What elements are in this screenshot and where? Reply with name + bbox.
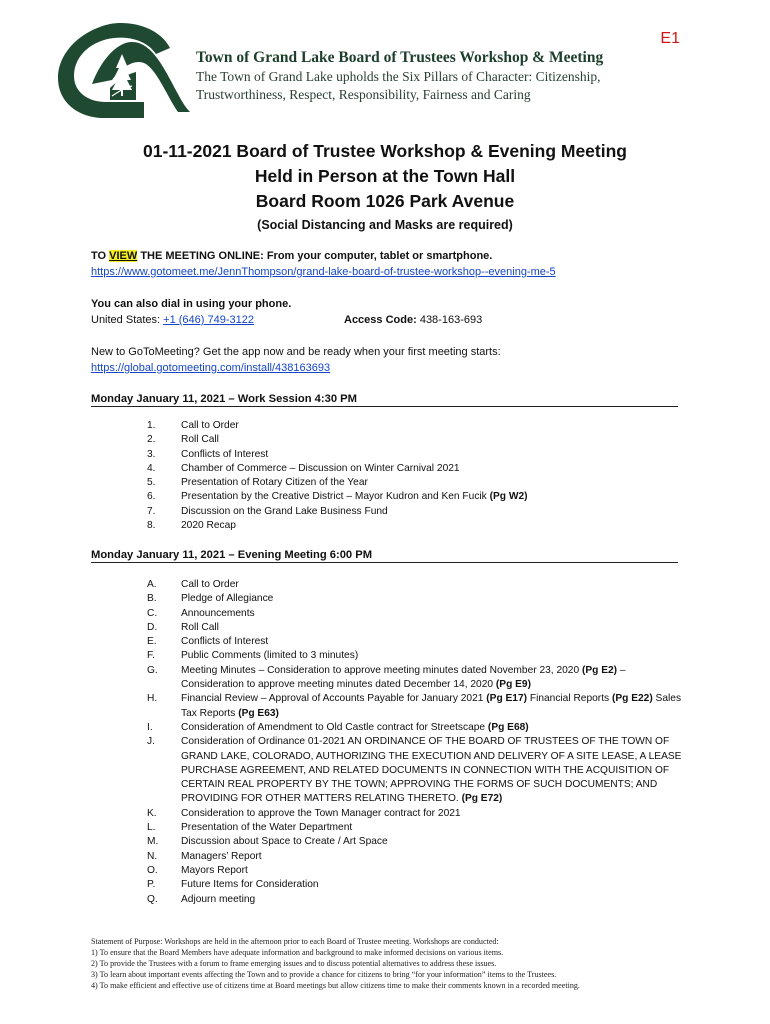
list-item (147, 835, 687, 849)
app-text: New to GoToMeeting? Get the app now and be ready when your first meeting starts: (91, 346, 501, 358)
online-section (91, 248, 681, 280)
item-text: Conflicts of Interest (181, 636, 269, 648)
item-letter: P. (147, 879, 156, 891)
header-subtitle: The Town of Grand Lake upholds the Six Pillars of Character: Citizenship, Trustworthiness, Respect, Responsibility, Fairness and Caring (196, 69, 601, 102)
item-letter: C. (147, 607, 158, 619)
item-text: Mayors Report (181, 864, 248, 876)
item-letter: G. (147, 664, 158, 676)
list-item (147, 850, 687, 864)
item-number: 7. (147, 505, 156, 517)
item-text: Pledge of Allegiance (181, 593, 274, 605)
item-text: Roll Call (181, 434, 219, 446)
list-item (147, 476, 687, 490)
item-text: Presentation of the Water Department (181, 822, 353, 834)
item-text: Public Comments (limited to 3 minutes) (181, 650, 359, 662)
online-rest: THE MEETING ONLINE: From your computer, tablet or smartphone. (137, 250, 493, 262)
page-ref: (Pg E22) (611, 693, 653, 705)
list-item (147, 578, 687, 592)
item-letter: F. (147, 650, 155, 662)
header-title: Town of Grand Lake Board of Trustees Workshop & Meeting (196, 49, 604, 66)
item-text (181, 490, 687, 504)
item-text (181, 721, 687, 735)
list-item (147, 433, 687, 447)
workshop-heading: Monday January 11, 2021 – Work Session 4:30 PM (91, 392, 678, 407)
item-number: 2. (147, 434, 156, 446)
page-ref: (Pg E63) (238, 707, 279, 719)
dial-section (91, 296, 681, 328)
item-text: Call to Order (181, 579, 239, 590)
country-label: United States: (91, 314, 164, 326)
item-text-part: Consideration of Amendment to Old Castle contract for Streetscape (181, 721, 488, 733)
phone-line (91, 312, 344, 328)
dial-heading: You can also dial in using your phone. (91, 298, 292, 310)
item-text: 2020 Recap (181, 520, 236, 532)
item-text: Adjourn meeting (181, 893, 256, 905)
item-text-part: Financial Review – Approval of Accounts Payable for January 2021 (181, 693, 487, 705)
item-text-part: Sales Tax Reports (181, 693, 682, 719)
list-item (147, 878, 687, 892)
online-heading (91, 248, 681, 264)
list-item (147, 448, 687, 462)
item-letter: D. (147, 621, 158, 633)
list-item (147, 864, 687, 878)
item-text: Announcements (181, 607, 255, 619)
item-text-part: Consideration of Ordinance 01-2021 AN ORDINANCE OF THE BOARD OF TRUSTEES OF THE TOWN OF GRAND LAKE, COLORADO, AUTHORIZING THE EXECUTION AND DELIVERY OF A SITE LEASE, A LEASE PURCHASE AGREEMENT, AND RELATED DOCUMENTS IN CONNECTION WITH THE ACQUISITION OF CERTAIN REAL PROPERTY BY THE TOWN; APPROVING THE FORMS OF SUCH DOCUMENTS; AND PROVIDING FOR OTHER MATTERS RELATING THERETO. (181, 736, 682, 805)
item-text: Chamber of Commerce – Discussion on Winter Carnival 2021 (181, 462, 460, 474)
title-line-2: Held in Person at the Town Hall (254, 166, 516, 186)
access-code-label: Access Code: (344, 314, 417, 326)
item-number: 8. (147, 520, 156, 532)
item-text: Presentation of Rotary Citizen of the Year (181, 477, 368, 489)
item-letter: I. (147, 721, 153, 733)
list-item (147, 807, 687, 821)
item-text-main: Presentation by the Creative District – Mayor Kudron and Ken Fucik (181, 491, 490, 503)
list-item (147, 735, 687, 806)
list-item (147, 721, 687, 735)
page-ref: (Pg E2) (581, 664, 618, 676)
item-text: Managers’ Report (181, 850, 262, 862)
item-text: Roll Call (181, 621, 219, 633)
footer-point-3: 3) To learn about important events affecting the Town and to provide a chance for citizens to bring “for your information” items to the Trustees. (91, 970, 557, 980)
item-text: Discussion about Space to Create / Art Space (181, 836, 388, 848)
access-code-value: 438-163-693 (416, 314, 483, 326)
page-ref: (Pg E68) (487, 721, 529, 733)
item-text: Call to Order (181, 420, 239, 431)
online-to: TO (91, 250, 110, 262)
meeting-link[interactable]: https://www.gotomeet.me/JennThompson/grand-lake-board-of-trustee-workshop--evening-me-5 (91, 266, 556, 278)
item-number: 1. (147, 420, 156, 431)
item-text: Consideration to approve the Town Manager contract for 2021 (181, 807, 461, 819)
list-item (147, 649, 687, 663)
page-ref: (Pg E17) (486, 693, 528, 705)
title-line-3: Board Room 1026 Park Avenue (255, 191, 515, 211)
title-line-1: 01-11-2021 Board of Trustee Workshop & Evening Meeting (143, 141, 627, 161)
list-item (147, 519, 687, 533)
item-letter: O. (147, 864, 158, 876)
access-code-line (344, 312, 482, 328)
footer-point-1: 1) To ensure that the Board Members have adequate information and background to make informed decisions on various items. (91, 948, 504, 958)
meeting-titles (0, 139, 770, 232)
evening-list (147, 578, 687, 907)
item-letter: J. (147, 736, 155, 748)
page-tag: E1 (660, 30, 680, 47)
list-item (147, 635, 687, 649)
item-text: Future Items for Consideration (181, 879, 319, 891)
item-text (181, 735, 687, 806)
list-item (147, 621, 687, 635)
item-letter: B. (147, 593, 157, 605)
evening-heading: Monday January 11, 2021 – Evening Meeting 6:00 PM (91, 548, 678, 563)
item-text-part: Financial Reports (527, 693, 612, 705)
view-highlight: VIEW (109, 250, 138, 262)
item-letter: E. (147, 636, 157, 648)
item-text: Discussion on the Grand Lake Business Fund (181, 505, 388, 517)
item-letter: A. (147, 579, 157, 590)
list-item (147, 664, 687, 693)
footer-intro: Statement of Purpose: Workshops are held in the afternoon prior to each Board of Trustee meeting. Workshops are conducted: (91, 937, 499, 946)
list-item (147, 505, 687, 519)
install-link[interactable]: https://global.gotomeeting.com/install/438163693 (91, 362, 331, 374)
list-item (147, 821, 687, 835)
list-item (147, 592, 687, 606)
town-logo-icon (52, 18, 190, 120)
app-section (91, 344, 681, 376)
page-ref: (Pg W2) (489, 491, 528, 503)
item-text (181, 664, 687, 693)
item-letter: M. (147, 836, 159, 848)
workshop-list (147, 419, 687, 533)
item-letter: K. (147, 807, 157, 819)
item-text: Conflicts of Interest (181, 448, 269, 460)
item-letter: Q. (147, 893, 158, 905)
list-item (147, 419, 687, 433)
distancing-note: (Social Distancing and Masks are required) (257, 218, 513, 232)
item-letter: H. (147, 693, 158, 705)
list-item (147, 607, 687, 621)
item-letter: L. (147, 822, 156, 834)
list-item (147, 462, 687, 476)
page-ref: (Pg E9) (495, 679, 531, 691)
item-text-part: Meeting Minutes – Consideration to approve meeting minutes dated November 23, 2020 (181, 664, 582, 676)
item-number: 4. (147, 462, 156, 474)
item-letter: N. (147, 850, 158, 862)
item-number: 5. (147, 477, 156, 489)
list-item (147, 893, 687, 907)
item-text (181, 692, 687, 721)
item-number: 3. (147, 448, 156, 460)
page-ref: (Pg E72) (461, 793, 503, 805)
footer-point-2: 2) To provide the Trustees with a forum to frame emerging issues and to discuss potential alternatives to address these issues. (91, 959, 497, 969)
item-number: 6. (147, 491, 156, 503)
footer-point-4: 4) To make efficient and effective use of citizens time at Board meetings but allow citizens time to make their comments known in a recorded meeting. (91, 981, 580, 991)
list-item (147, 692, 687, 721)
item-text-part: – Consideration to approve meeting minutes dated December 14, 2020 (181, 664, 626, 691)
phone-link[interactable]: +1 (646) 749-3122 (163, 314, 254, 326)
list-item (147, 490, 687, 504)
statement-of-purpose (91, 936, 691, 991)
